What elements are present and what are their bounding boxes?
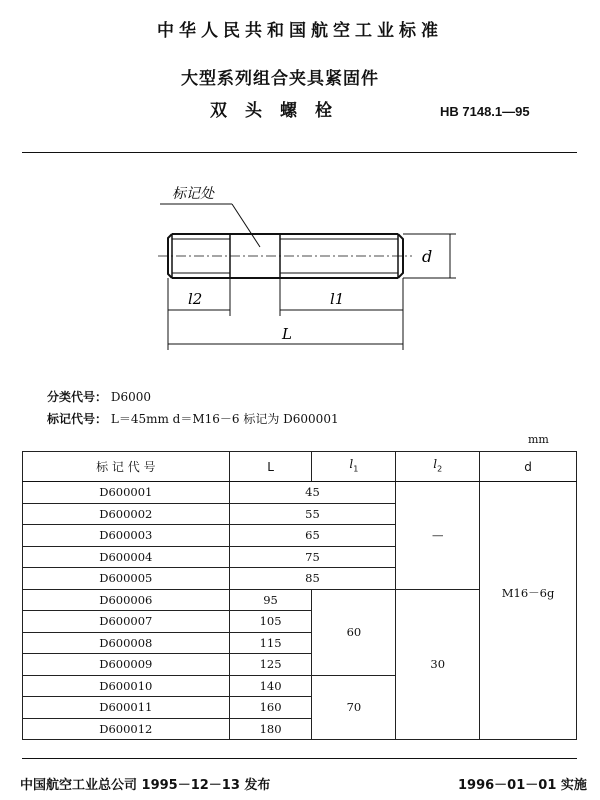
header-divider bbox=[22, 152, 577, 153]
cell-L: 105 bbox=[229, 611, 312, 633]
class-code-value: D6000 bbox=[110, 390, 152, 404]
cell-code: D600011 bbox=[23, 697, 230, 719]
cell-L: 65 bbox=[229, 525, 396, 547]
cell-L: 125 bbox=[229, 654, 312, 676]
cell-L: 55 bbox=[229, 503, 396, 525]
cell-L: 45 bbox=[229, 482, 396, 504]
unit-label: mm bbox=[528, 433, 549, 446]
cell-code: D600002 bbox=[23, 503, 230, 525]
dim-l1-label: l1 bbox=[330, 290, 345, 308]
cell-L: 115 bbox=[229, 632, 312, 654]
issued-date: 中国航空工业总公司 1995－12－13 发布 bbox=[20, 778, 271, 793]
cell-code: D600007 bbox=[23, 611, 230, 633]
table-row bbox=[23, 482, 577, 504]
mark-code-label: 标记代号： bbox=[47, 412, 108, 426]
cell-L: 140 bbox=[229, 675, 312, 697]
mark-code-line bbox=[47, 410, 339, 427]
cell-code: D600003 bbox=[23, 525, 230, 547]
header-d: d bbox=[480, 452, 577, 482]
marking-leader-arrow bbox=[232, 204, 260, 247]
cell-l2-group-b: 30 bbox=[396, 589, 480, 740]
cell-l1-group-b: 70 bbox=[312, 675, 396, 740]
cell-code: D600006 bbox=[23, 589, 230, 611]
spec-table bbox=[22, 451, 577, 740]
cell-code: D600008 bbox=[23, 632, 230, 654]
cell-l2-group-a: — bbox=[396, 482, 480, 590]
table-header-row bbox=[23, 452, 577, 482]
cell-code: D600009 bbox=[23, 654, 230, 676]
cell-code: D600012 bbox=[23, 718, 230, 740]
class-code-label: 分类代号： bbox=[47, 390, 108, 404]
document-title: 大型系列组合夹具紧固件 bbox=[181, 69, 379, 89]
header-l1: $l_1$ bbox=[312, 452, 396, 482]
cell-l1-group-a: 60 bbox=[312, 589, 396, 675]
bolt-outline bbox=[158, 234, 412, 278]
dim-l2-label: l2 bbox=[188, 290, 203, 308]
class-code-line bbox=[47, 388, 151, 405]
cell-code: D600001 bbox=[23, 482, 230, 504]
cell-L: 75 bbox=[229, 546, 396, 568]
footer-divider bbox=[22, 758, 577, 759]
header-code: 标 记 代 号 bbox=[23, 452, 230, 482]
cell-code: D600010 bbox=[23, 675, 230, 697]
header-L: L bbox=[229, 452, 312, 482]
cell-L: 180 bbox=[229, 718, 312, 740]
effective-date: 1996－01－01 实施 bbox=[458, 778, 587, 793]
stud-bolt-drawing bbox=[150, 172, 470, 362]
issuing-organization: 中华人民共和国航空工业标准 bbox=[157, 21, 443, 41]
marking-label: 标记处 bbox=[172, 186, 214, 202]
standard-code: HB 7148.1—95 bbox=[440, 104, 530, 119]
header-l2: $l_2$ bbox=[396, 452, 480, 482]
cell-L: 85 bbox=[229, 568, 396, 590]
cell-d: M16－6g bbox=[480, 482, 577, 740]
cell-code: D600004 bbox=[23, 546, 230, 568]
cell-code: D600005 bbox=[23, 568, 230, 590]
document-subtitle: 双头螺栓 bbox=[210, 101, 350, 121]
dim-L-label: L bbox=[282, 325, 292, 343]
mark-code-value: L＝45mm d＝M16－6 标记为 D600001 bbox=[110, 412, 339, 426]
cell-L: 160 bbox=[229, 697, 312, 719]
cell-L: 95 bbox=[229, 589, 312, 611]
dim-d-label: d bbox=[422, 247, 433, 266]
